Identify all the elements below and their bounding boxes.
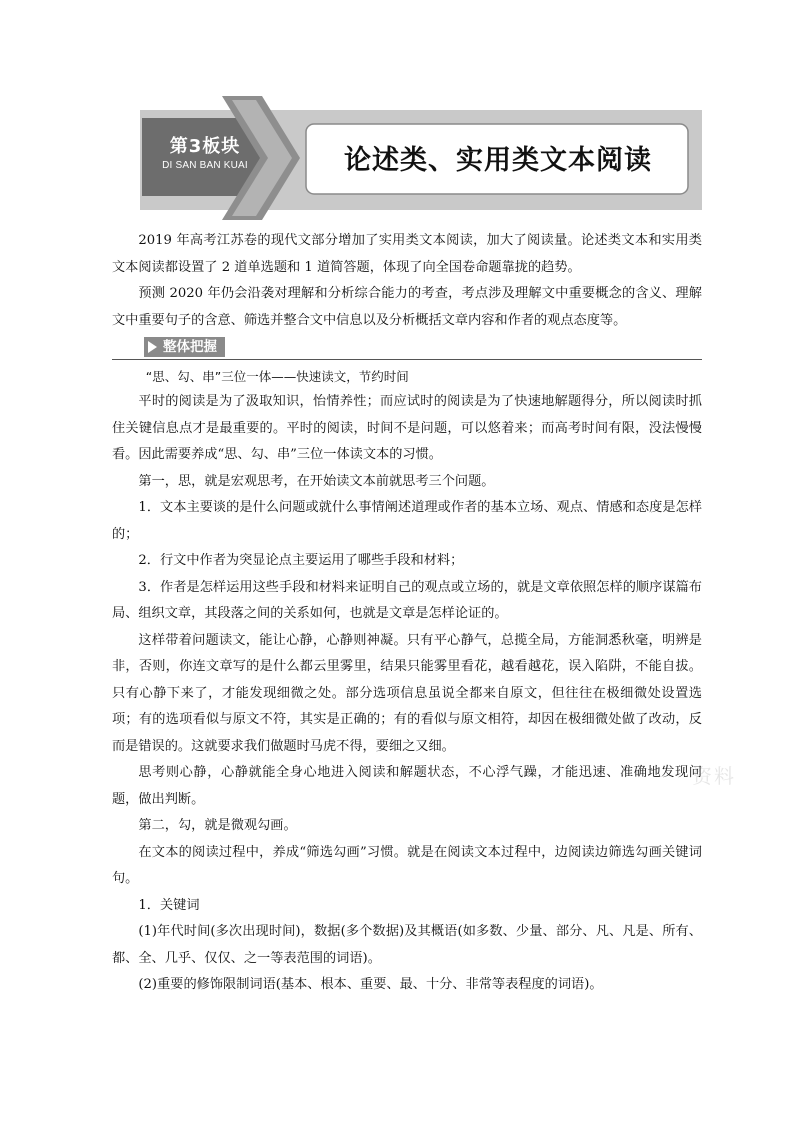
section-pinyin-label: DI SAN BAN KUAI	[162, 160, 248, 171]
section-banner	[140, 96, 702, 220]
section-number-label: 第3板块	[169, 136, 241, 157]
body-paragraph: 第二，勾，就是微观勾画。	[138, 818, 297, 833]
intro-paragraph: 预测 2020 年仍会沿袭对理解和分析综合能力的考查，考点涉及理解文中重要概念的含义、理解文中重要句子的含意、筛选并整合文中信息以及分析概括文章内容和作者的观点态度等。	[112, 286, 702, 328]
subheading: “思、勾、串”三位一体——快速读文，节约时间	[145, 369, 409, 384]
body-paragraph: 第一，思，就是宏观思考，在开始读文本前就思考三个问题。	[138, 473, 495, 489]
body-paragraph: 思考则心静，心静就能全身心地进入阅读和解题状态，不心浮气躁，才能迅速、准确地发现问题，做出判断。	[112, 765, 702, 807]
section-header-bar	[112, 335, 702, 360]
list-item: (1)年代时间(多次出现时间)，数据(多个数据)及其概语(如多数、少量、部分、凡、凡是、所有、都、全、几乎、仅仅、之一等表范围的词语)。	[112, 924, 702, 966]
body-paragraph: 平时的阅读是为了汲取知识，怡情养性；而应试时的阅读是为了快速地解题得分，所以阅读时抓住关键信息点才是最重要的。平时的阅读，时间不是问题，可以悠着来；而高考时间有限，没法慢慢看。因此需要养成“思、勾、串”三位一体读文本的习惯。	[112, 394, 702, 462]
section-tag	[150, 132, 260, 171]
section-header-text: 整体把握	[163, 339, 217, 355]
body-paragraph: 在文本的阅读过程中，养成“筛选勾画”习惯。就是在阅读文本过程中，边阅读边筛选勾画关键词句。	[112, 844, 702, 886]
list-item: 3．作者是怎样运用这些手段和材料来证明自己的观点或立场的，就是文章依照怎样的顺序谋篇布局、组织文章，其段落之间的关系如何，也就是文章是怎样论证的。	[112, 579, 702, 621]
list-item: (2)重要的修饰限制词语(基本、根本、重要、最、十分、非常等表程度的词语)。	[138, 977, 603, 992]
list-item: 1．关键词	[138, 897, 200, 913]
play-triangle-icon	[148, 341, 157, 353]
page-title: 论述类、实用类文本阅读	[344, 145, 652, 176]
intro-paragraph: 2019 年高考江苏卷的现代文部分增加了实用类文本阅读，加大了阅读量。论述类文本和实用类文本阅读都设置了 2 道单选题和 1 道简答题，体现了向全国卷命题靠拢的趋势。	[112, 233, 702, 275]
document-body	[112, 228, 702, 999]
list-item: 2．行文中作者为突显论点主要运用了哪些手段和材料；	[138, 553, 464, 568]
section-header-label-box	[144, 337, 225, 357]
watermark: 资料	[692, 764, 736, 788]
list-item: 1．文本主要谈的是什么问题或就什么事情阐述道理或作者的基本立场、观点、情感和态度是怎样的；	[112, 500, 702, 542]
body-paragraph: 这样带着问题读文，能让心静，心静则神凝。只有平心静气，总揽全局，方能洞悉秋毫，明辨是非，否则，你连文章写的是什么都云里雾里，结果只能雾里看花，越看越花，误入陷阱，不能自拔。只有心静下来了，才能发现细微之处。部分选项信息虽说全都来自原文，但往往在极细微处设置选项；有的选项看似与原文不符，其实是正确的；有的看似与原文相符，却因在极细微处做了改动，反而是错误的。这就要求我们做题时马虎不得，要细之又细。	[112, 632, 702, 754]
